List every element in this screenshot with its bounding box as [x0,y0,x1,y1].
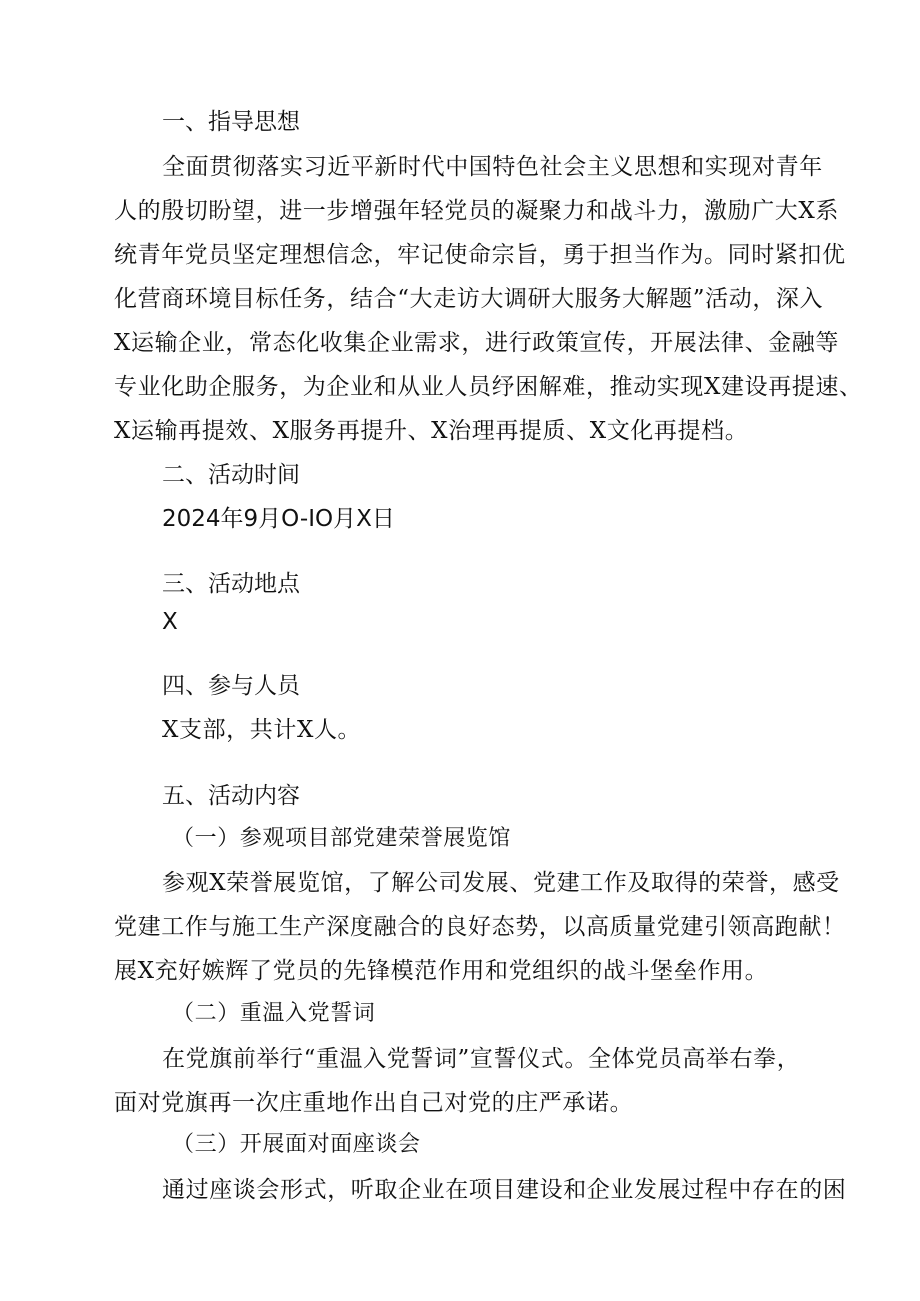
paragraph-line: 面对党旗再一次庄重地作出自己对党的庄严承诺。 [114,1090,634,1116]
subsection-title-symposium: （三）开展面对面座谈会 [172,1132,421,1157]
paragraph-line: 通过座谈会形式，听取企业在项目建设和企业发展过程中存在的困 [162,1177,847,1203]
paragraph-line: X运输企业，常态化收集企业需求，进行政策宣传，开展法律、金融等 [114,330,839,356]
subsection-title-visit-hall: （一）参观项目部党建荣誉展览馆 [172,826,512,851]
paragraph-line: X运输再提效、X服务再提升、X治理再提质、X文化再提档。 [114,418,749,444]
section-heading-activity-content: 五、活动内容 [162,783,300,809]
activity-location-value: X [162,609,178,635]
paragraph-line: 专业化助企服务，为企业和从业人员纾困解难，推动实现X建设再提速、 [114,374,863,400]
paragraph-line: 人的殷切盼望，进一步增强年轻党员的凝聚力和战斗力，激励广大X系 [114,198,839,224]
paragraph-line: 党建工作与施工生产深度融合的良好态势，以高质量党建引领高跑献！ [114,914,846,940]
paragraph-line: 化营商环境目标任务，结合“大走访大调研大服务大解题”活动，深入 [114,286,824,312]
section-heading-activity-location: 三、活动地点 [162,571,300,597]
paragraph-line: 展X充好嫉辉了党员的先锋模范作用和党组织的战斗堡垒作用。 [114,958,769,984]
paragraph-line: 参观X荣誉展览馆，了解公司发展、党建工作及取得的荣誉，感受 [162,870,840,896]
paragraph-line: 统青年党员坚定理想信念，牢记使命宗旨，勇于担当作为。同时紧扣优 [114,242,846,268]
paragraph-line: 全面贯彻落实习近平新时代中国特色社会主义思想和实现对青年 [162,154,823,180]
section-heading-activity-time: 二、活动时间 [162,462,300,488]
section-heading-guiding-ideology: 一、指导思想 [162,109,300,135]
activity-time-value: 2024年9月O-IO月X日 [162,506,395,532]
section-heading-participants: 四、参与人员 [162,673,300,699]
subsection-title-oath: （二）重温入党誓词 [172,1001,376,1026]
participants-value: X支部，共计X人。 [162,717,362,743]
paragraph-line: 在党旗前举行“重温入党誓词”宣誓仪式。全体党员高举右拳， [162,1046,801,1072]
